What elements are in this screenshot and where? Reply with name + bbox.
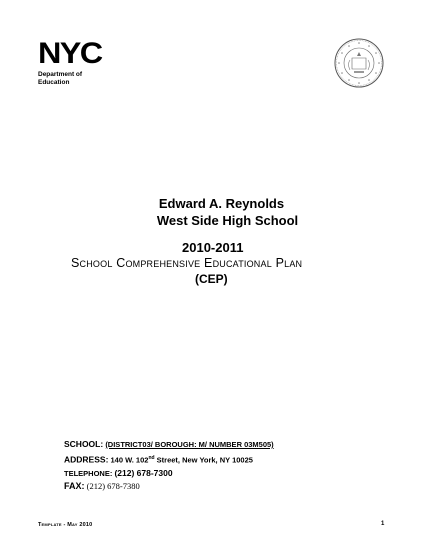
fax-label: FAX [64, 481, 82, 491]
school-name: West Side High School [156, 213, 299, 228]
footer-template: Template - May 2010 [38, 522, 93, 528]
address-value: 140 W. 102 [110, 455, 149, 464]
fax-value: (212) 678-7380 [86, 481, 140, 491]
nyc-seal-icon [334, 38, 384, 88]
page-number: 1 [381, 521, 385, 527]
school-info [64, 438, 274, 494]
logo-dept-line1: Department of [38, 71, 83, 78]
plan-abbreviation: (CEP) [195, 272, 228, 286]
school-value: (DISTRICT03/ BOROUGH: M/ NUMBER 03M505) [105, 440, 274, 449]
logo-department [38, 71, 118, 86]
fax-row: FAX: (212) 678-7380 [64, 481, 140, 491]
school-year: 2010-2011 [182, 240, 244, 255]
school-namesake: Edward A. Reynolds [158, 196, 285, 211]
telephone-label: TELEPHONE [64, 468, 110, 478]
logo-dept-line2: Education [38, 78, 70, 86]
address-suffix: nd [148, 454, 155, 461]
address-label: ADDRESS [64, 454, 106, 464]
logo-wordmark: NYC [38, 37, 102, 70]
school-separator: : [100, 439, 104, 449]
telephone-value: (212) 678-7300 [114, 467, 173, 478]
school-label: SCHOOL [64, 439, 101, 449]
title-block [0, 195, 428, 229]
address-row: ADDRESS: 140 W. 102nd Street, New York, NY 10025 [64, 454, 253, 464]
school-row [64, 438, 274, 452]
plan-title: School Comprehensive Educational Plan [71, 256, 303, 270]
telephone-row: TELEPHONE: (212) 678-7300 [64, 467, 173, 478]
nyc-doe-logo [38, 37, 118, 86]
address-rest: Street, New York, NY 10025 [154, 455, 253, 464]
